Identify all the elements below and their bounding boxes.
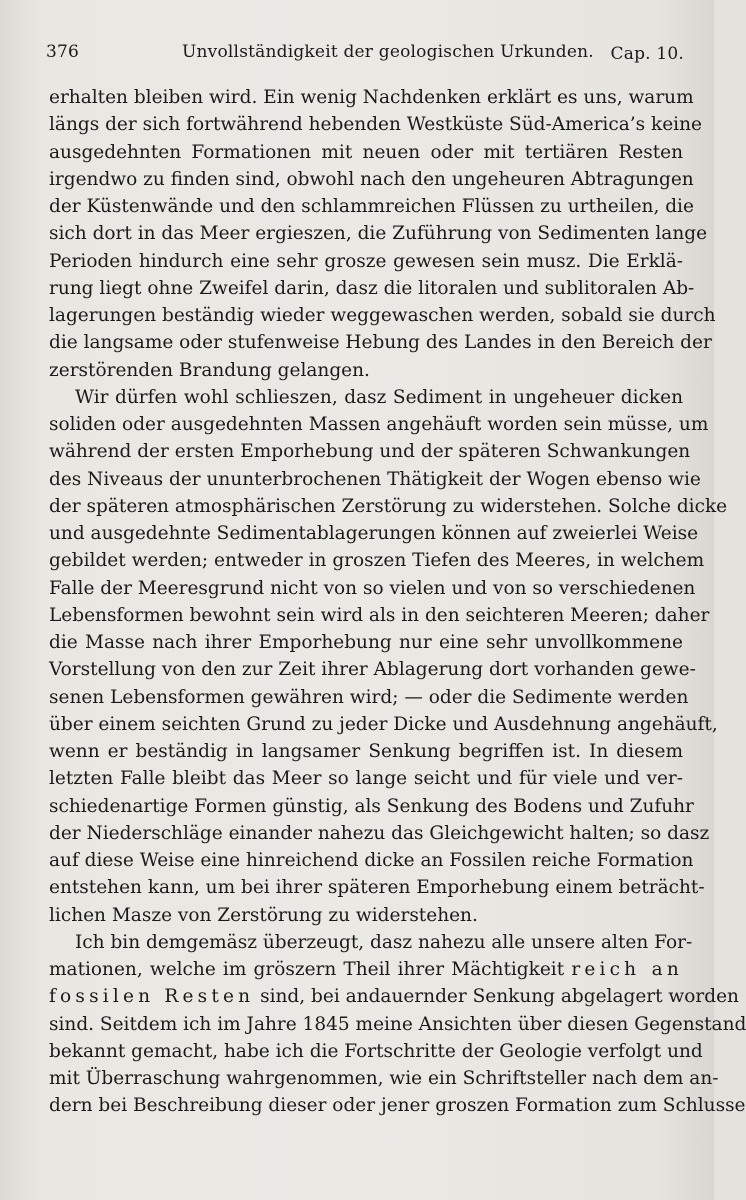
emphasis-text: fossilen Resten (49, 986, 255, 1008)
emphasis-text: reich an (571, 959, 683, 980)
text-line: senen Lebensformen gewähren wird; — oder die Sedimente werden (49, 686, 689, 708)
body-text (49, 84, 746, 1120)
chapter-label: Cap. 10. (610, 44, 684, 64)
text-line: der Küstenwände und den schlammreichen Flüssen zu urtheilen, die (49, 196, 694, 217)
text-line: während der ersten Emporhebung und der späteren Schwankungen (49, 441, 691, 463)
running-title: Unvollständigkeit der geologischen Urkunden. (182, 42, 594, 62)
text-line: wenn er beständig in langsamer Senkung begriffen ist. In diesem (49, 741, 683, 762)
text-line: Lebensformen bewohnt sein wird als in den seichteren Meeren; daher (49, 604, 710, 626)
paragraph-end-line: zerstörenden Brandung gelangen. (49, 359, 370, 381)
text-line: die langsame oder stufenweise Hebung des Landes in den Bereich der (49, 332, 712, 354)
text-line: erhalten bleiben wird. Ein wenig Nachdenken erklärt es uns, warum (49, 87, 694, 108)
text-line: der späteren atmosphärischen Zerstörung zu widerstehen. Solche dicke (49, 495, 728, 517)
text-segment: mationen, welche im gröszern Theil ihrer Mächtigkeit (49, 959, 565, 980)
text-line: und ausgedehnte Sedimentablagerungen können auf zweierlei Weise (49, 523, 699, 544)
text-line: letzten Falle bleibt das Meer so lange seicht und für viele und ver- (49, 768, 683, 790)
running-header (46, 42, 684, 70)
text-line: dern bei Beschreibung dieser oder jener groszen Formation zum Schlusse (49, 1095, 746, 1117)
page-number: 376 (46, 42, 80, 62)
text-line: rung liegt ohne Zweifel darin, dasz die litoralen und sublitoralen Ab- (49, 277, 695, 299)
text-line: über einem seichten Grund zu jeder Dicke und Ausdehnung angehäuft, (49, 713, 718, 735)
text-line: der Niederschläge einander nahezu das Gleichgewicht halten; so dasz (49, 822, 710, 844)
text-line: sind. Seitdem ich im Jahre 1845 meine Ansichten über diesen Gegenstand (49, 1013, 746, 1035)
text-line (49, 956, 683, 983)
text-line: soliden oder ausgedehnten Massen angehäuft worden sein müsse, um (49, 414, 709, 435)
paragraph-end-line: lichen Masze von Zerstörung zu widerstehen. (49, 904, 478, 926)
text-line: Perioden hindurch eine sehr grosze gewesen sein musz. Die Erklä- (49, 250, 683, 272)
text-line: bekannt gemacht, habe ich die Fortschritte der Geologie verfolgt und (49, 1040, 703, 1062)
text-segment: sind, bei andauernder Senkung abgelagert worden (260, 986, 739, 1008)
text-line: irgendwo zu finden sind, obwohl nach den ungeheuren Abtragungen (49, 168, 694, 190)
text-line: die Masse nach ihrer Emporhebung nur eine sehr unvollkommene (49, 632, 683, 653)
text-line: lagerungen beständig wieder weggewaschen werden, sobald sie durch (49, 305, 716, 326)
paragraph-start-line: Ich bin demgemäsz überzeugt, dasz nahezu alle unsere alten For- (75, 931, 693, 953)
text-line: des Niveaus der ununterbrochenen Thätigkeit der Wogen ebenso wie (49, 468, 701, 490)
text-line: mit Überraschung wahrgenommen, wie ein Schriftsteller nach dem an- (49, 1068, 719, 1089)
text-line: Falle der Meeresgrund nicht von so vielen und von so verschiedenen (49, 577, 696, 599)
text-line: schiedenartige Formen günstig, als Senkung des Bodens und Zufuhr (49, 795, 694, 817)
text-line: Vorstellung von den zur Zeit ihrer Ablagerung dort vorhanden gewe- (49, 659, 696, 681)
text-line: sich dort in das Meer ergieszen, die Zuführung von Sedimenten lange (49, 223, 708, 245)
text-line: gebildet werden; entweder in groszen Tiefen des Meeres, in welchem (49, 550, 705, 572)
text-line: ausgedehnten Formationen mit neuen oder mit tertiären Resten (49, 141, 683, 163)
paragraph-start-line: Wir dürfen wohl schlieszen, dasz Sediment in ungeheuer dicken (75, 386, 683, 408)
text-line: auf diese Weise eine hinreichend dicke an Fossilen reiche Formation (49, 850, 694, 871)
text-line (49, 983, 739, 1010)
text-line: längs der sich fortwährend hebenden Westküste Süd-America’s keine (49, 114, 702, 136)
text-line: entstehen kann, um bei ihrer späteren Emporhebung einem beträcht- (49, 877, 705, 899)
